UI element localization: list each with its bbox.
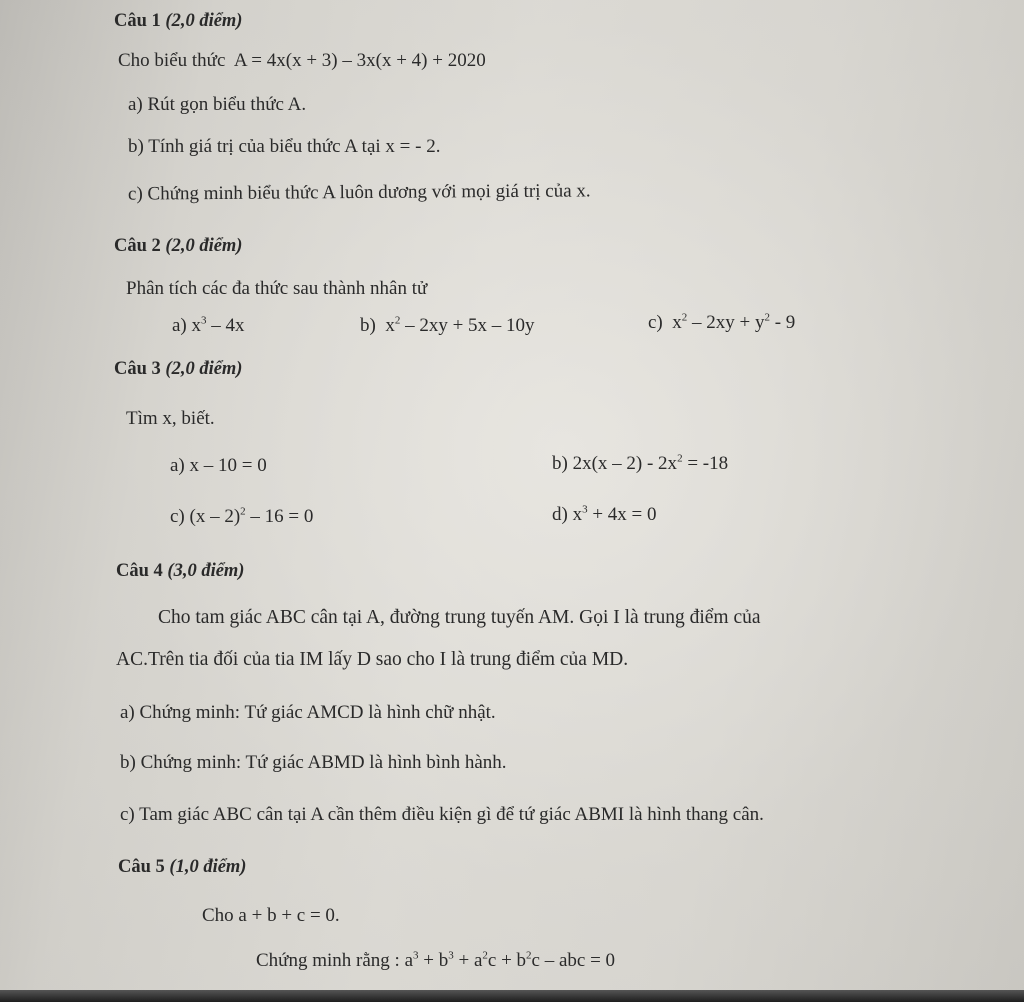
q4-paragraph-1: Cho tam giác ABC cân tại A, đường trung tuyến AM. Gọi I là trung điểm của bbox=[158, 607, 761, 628]
page-bottom-edge bbox=[0, 990, 1024, 1002]
q4-paragraph-2: AC.Trên tia đối của tia IM lấy D sao cho I là trung điểm của MD. bbox=[116, 649, 629, 670]
q3-part-b: b) $2x(x - 2) - 2x^2 = -18$ bbox=[552, 452, 729, 474]
q4-part-c: c) Tam giác ABC cân tại A cần thêm điều kiện gì để tứ giác ABMI là hình thang cân. bbox=[120, 804, 764, 825]
q3-part-d: d) $x^3 + 4x = 0$ bbox=[552, 503, 657, 525]
q2-part-a: a) $x^3 - 4x$ bbox=[172, 314, 245, 336]
q2-intro: Phân tích các đa thức sau thành nhân tử bbox=[126, 278, 428, 299]
q4-part-b: b) Chứng minh: Tứ giác ABMD là hình bình hành. bbox=[120, 752, 507, 773]
q1-intro: Cho biểu thức A = 4x(x + 3) – 3x(x + 4) + 2020 bbox=[118, 50, 486, 71]
q2-part-b: b) $x^2 - 2xy + 5x - 10y$ bbox=[360, 314, 535, 336]
q2-part-c: c) $x^2 - 2xy + y^2 - 9$ bbox=[648, 311, 796, 333]
q5-given: Cho a + b + c = 0. bbox=[202, 905, 340, 926]
q4-part-a: a) Chứng minh: Tứ giác AMCD là hình chữ nhật. bbox=[120, 702, 496, 723]
q1-part-b: b) Tính giá trị của biểu thức A tại x = - 2. bbox=[128, 136, 441, 157]
q5-prove: Chứng minh rằng : $a^3 + b^3 + a^2c + b^2c$ – abc = 0 bbox=[256, 949, 616, 971]
q4-heading: Câu 4 (3,0 điểm) bbox=[116, 561, 245, 581]
q1-part-c: c) Chứng minh biểu thức A luôn dương với mọi giá trị của x. bbox=[127, 180, 591, 205]
q5-heading: Câu 5 (1,0 điểm) bbox=[118, 857, 247, 877]
q3-part-c: c) (x – 2)$^2$ – 16 = 0 bbox=[170, 505, 314, 527]
q1-part-a: a) Rút gọn biểu thức A. bbox=[128, 94, 307, 115]
q3-heading: Câu 3 (2,0 điểm) bbox=[114, 359, 243, 379]
q1-heading: Câu 1 (2,0 điểm) bbox=[114, 11, 243, 31]
q2-heading: Câu 2 (2,0 điểm) bbox=[114, 236, 243, 256]
q3-part-a: a) x – 10 = 0 bbox=[170, 455, 267, 476]
q3-intro: Tìm x, biết. bbox=[126, 408, 215, 429]
